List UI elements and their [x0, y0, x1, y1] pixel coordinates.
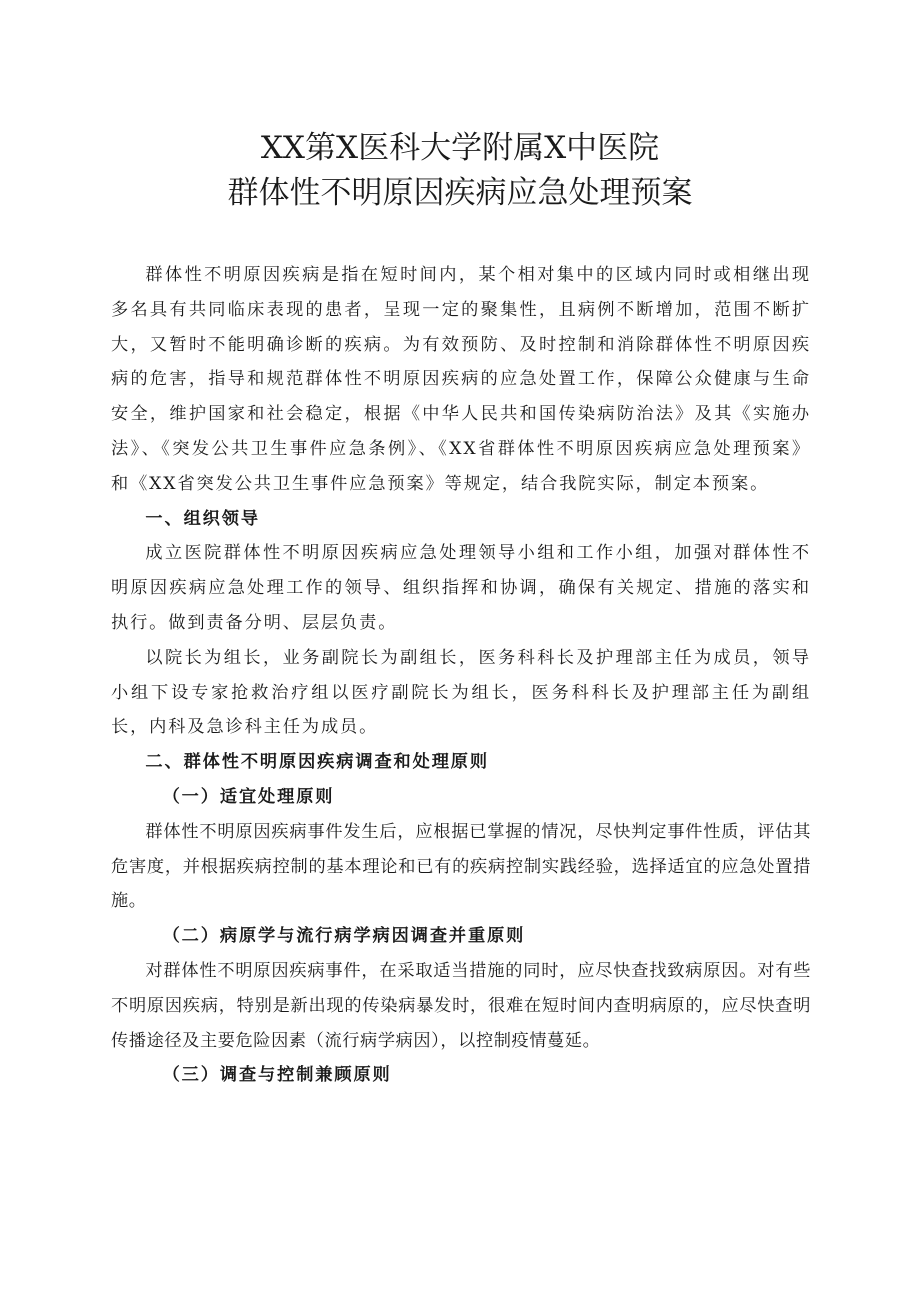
subsection-3-heading: （三）调查与控制兼顾原则: [162, 1065, 392, 1086]
section-2-heading: 二、群体性不明原因疾病调查和处理原则: [145, 752, 489, 773]
subsection-2-heading: （二）病原学与流行病学病因调查并重原则: [162, 926, 526, 947]
subsection-2-paragraph: 对群体性不明原因疾病事件，在采取适当措施的同时，应尽快查找致病原因。对有些不明原因疾病，特别是新出现的传染病暴发时，很难在短时间内查明病原的，应尽快查明传播途径及主要危险因素（流行病学病因），以控制疫情蔓延。: [111, 960, 811, 1051]
document-body: [111, 258, 811, 1093]
subsection-1-paragraph: 群体性不明原因疾病事件发生后，应根据已掌握的情况，尽快判定事件性质，评估其危害度，并根据疾病控制的基本理论和已有的疾病控制实践经验，选择适宜的应急处置措施。: [111, 821, 811, 912]
section-1-paragraph-1: 成立医院群体性不明原因疾病应急处理领导小组和工作小组，加强对群体性不明原因疾病应急处理工作的领导、组织指挥和协调，确保有关规定、措施的落实和执行。做到责备分明、层层负责。: [111, 543, 811, 633]
section-1-paragraph-2: 以院长为组长，业务副院长为副组长，医务科科长及护理部主任为成员，领导小组下设专家抢救治疗组以医疗副院长为组长，医务科科长及护理部主任为副组长，内科及急诊科主任为成员。: [111, 647, 811, 738]
subsection-1-heading: （一）适宜处理原则: [162, 786, 335, 807]
document-title-line-2: 群体性不明原因疾病应急处理预案: [227, 175, 693, 211]
section-1-heading: 一、组织领导: [145, 508, 260, 529]
intro-paragraph: 群体性不明原因疾病是指在短时间内，某个相对集中的区域内同时或相继出现多名具有共同临床表现的患者，呈现一定的聚集性，且病例不断增加，范围不断扩大，又暂时不能明确诊断的疾病。为有效预防、及时控制和消除群体性不明原因疾病的危害，指导和规范群体性不明原因疾病的应急处置工作，保障公众健康与生命安全，维护国家和社会稳定，根据《中华人民共和国传染病防治法》及其《实施办法》、《突发公共卫生事件应急条例》、《XX省群体性不明原因疾病应急处理预案》和《XX省突发公共卫生事件应急预案》等规定，结合我院实际，制定本预案。: [111, 265, 811, 494]
document-title-line-1: XX第X医科大学附属X中医院: [260, 130, 660, 166]
